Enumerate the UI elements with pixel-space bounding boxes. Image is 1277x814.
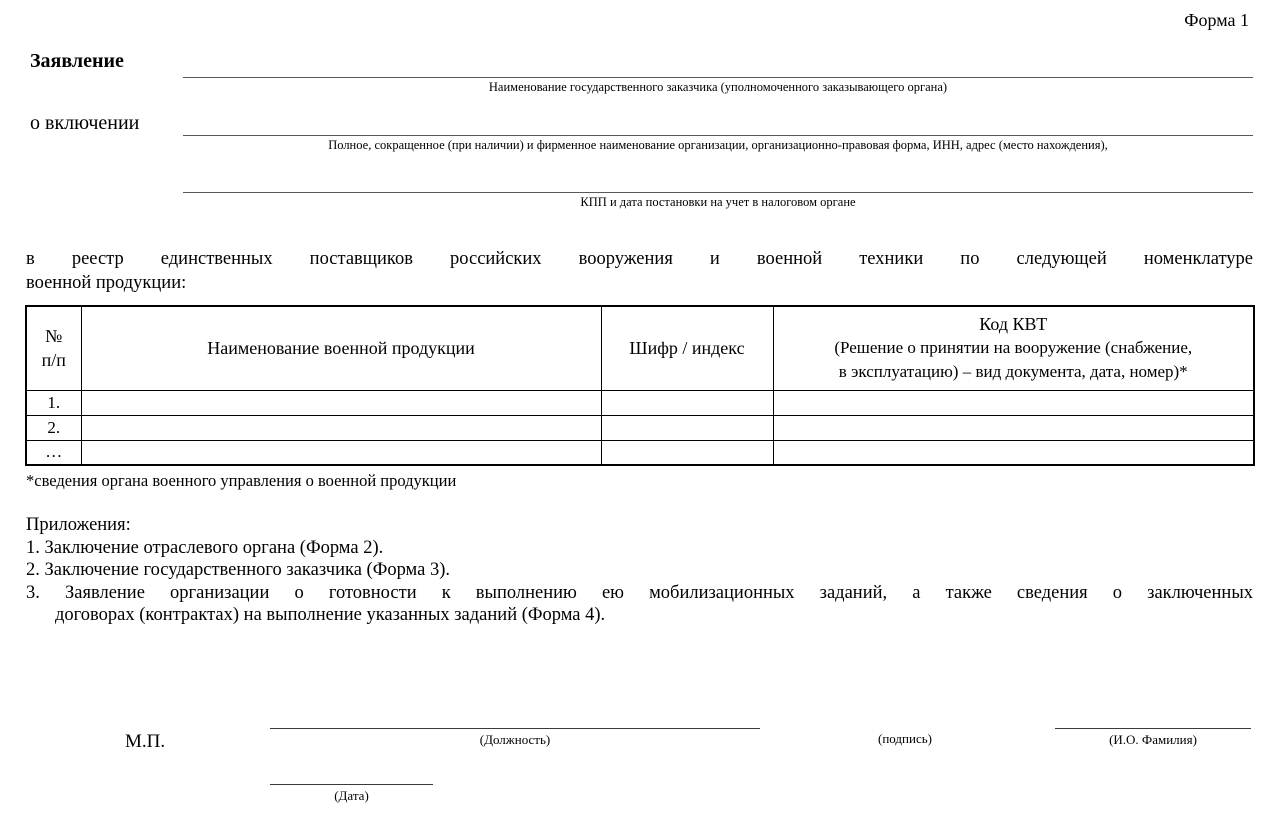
cipher-cell-empty bbox=[601, 390, 773, 415]
table-row bbox=[26, 440, 1254, 465]
col-header-cipher: Шифр / индекс bbox=[601, 306, 773, 390]
intro-paragraph bbox=[26, 247, 1253, 295]
position-caption: (Должность) bbox=[479, 732, 551, 747]
application-title: Заявление bbox=[30, 50, 124, 72]
table-header-row bbox=[26, 306, 1254, 390]
col-header-product: Наименование военной продукции bbox=[81, 306, 601, 390]
kpp-caption: КПП и дата постановки на учет в налоговом органе bbox=[580, 195, 856, 209]
date-field bbox=[270, 784, 433, 803]
table-row bbox=[26, 415, 1254, 440]
attachments-title: Приложения: bbox=[26, 515, 131, 535]
form-number-label: Форма 1 bbox=[1184, 10, 1249, 30]
kvt-cell-empty bbox=[773, 440, 1254, 465]
table-footnote: *сведения органа военного управления о военной продукции bbox=[26, 471, 457, 490]
col-header-kvt-sub2: в эксплуатацию) – вид документа, дата, номер)* bbox=[838, 362, 1188, 382]
intro-line-1: в реестр единственных поставщиков российских вооружения и военной техники по следующей номенклатуре bbox=[26, 249, 1253, 269]
date-caption: (Дата) bbox=[334, 788, 369, 803]
intro-line-2: военной продукции: bbox=[26, 273, 187, 293]
col-header-kvt-title: Код КВТ bbox=[979, 314, 1048, 335]
product-cell-empty bbox=[81, 390, 601, 415]
col-header-kvt-sub1: (Решение о принятии на вооружение (снабжение, bbox=[834, 338, 1193, 358]
customer-name-caption: Наименование государственного заказчика (уполномоченного заказывающего органа) bbox=[488, 80, 948, 94]
row-number: 1. bbox=[26, 390, 81, 415]
name-signature-field bbox=[1055, 728, 1251, 747]
col-header-num-top: № bbox=[45, 326, 63, 347]
product-cell-empty bbox=[81, 440, 601, 465]
product-cell-empty bbox=[81, 415, 601, 440]
products-table bbox=[25, 305, 1255, 466]
organization-name-caption: Полное, сокращенное (при наличии) и фирменное наименование организации, организационно-правовая форма, ИНН, адрес (место нахождения), bbox=[328, 138, 1108, 152]
col-header-num bbox=[26, 306, 81, 390]
name-caption: (И.О. Фамилия) bbox=[1109, 732, 1197, 747]
col-header-kvt bbox=[773, 306, 1254, 390]
kpp-field bbox=[183, 192, 1253, 209]
row-number: … bbox=[26, 440, 81, 465]
table-row bbox=[26, 390, 1254, 415]
attachments-list bbox=[26, 514, 1253, 627]
position-signature-field bbox=[270, 728, 760, 747]
col-header-num-bottom: п/п bbox=[41, 350, 66, 371]
attachment-item-2: 2. Заключение государственного заказчика (Форма 3). bbox=[26, 560, 450, 581]
signature-caption: (подпись) bbox=[878, 731, 932, 746]
attachment-item-1: 1. Заключение отраслевого органа (Форма 2). bbox=[26, 537, 384, 558]
kvt-cell-empty bbox=[773, 390, 1254, 415]
cipher-cell-empty bbox=[601, 440, 773, 465]
cipher-cell-empty bbox=[601, 415, 773, 440]
inclusion-label: о включении bbox=[30, 112, 140, 134]
organization-name-field bbox=[183, 135, 1253, 152]
stamp-place-label: М.П. bbox=[125, 731, 166, 752]
row-number: 2. bbox=[26, 415, 81, 440]
attachment-item-3-line-1: 3. Заявление организации о готовности к выполнению ею мобилизационных заданий, а также сведения о заключенных bbox=[26, 582, 1253, 603]
kvt-cell-empty bbox=[773, 415, 1254, 440]
customer-name-field bbox=[183, 77, 1253, 94]
attachment-item-3-line-2: договорах (контрактах) на выполнение указанных заданий (Форма 4). bbox=[55, 605, 606, 626]
